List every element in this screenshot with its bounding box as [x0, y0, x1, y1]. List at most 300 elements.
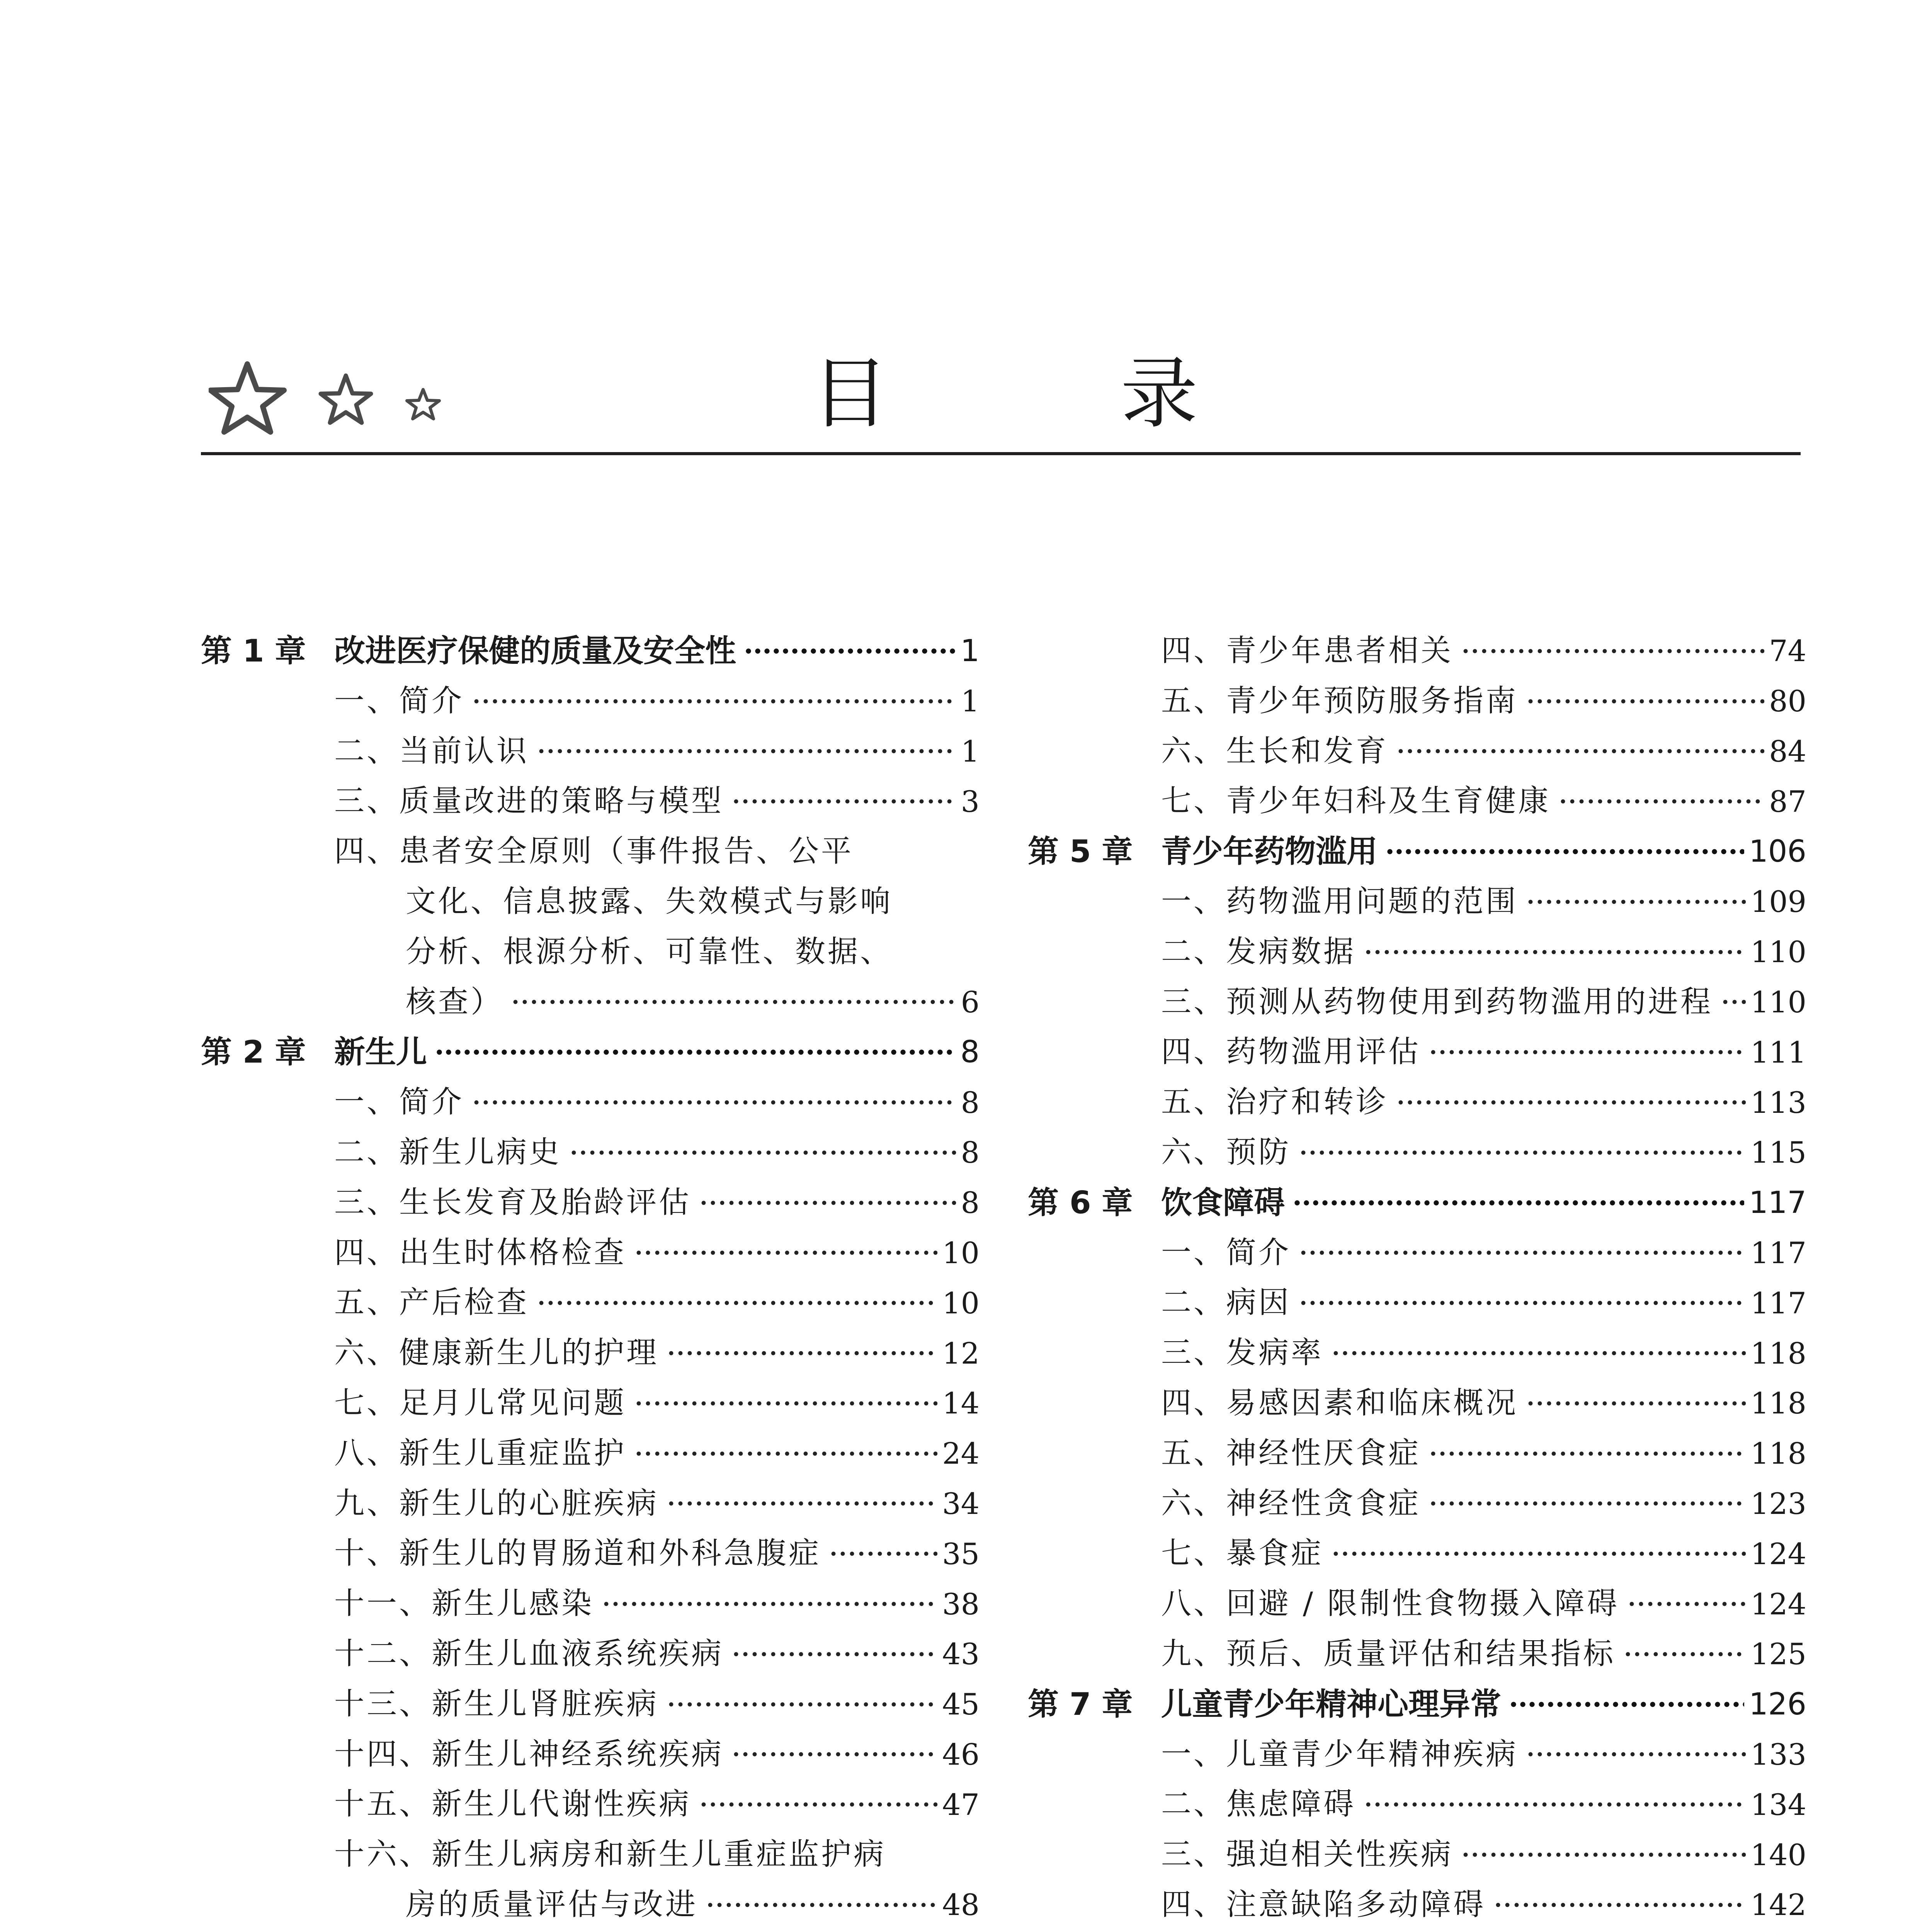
- toc-entry-title: 分析、根源分析、可靠性、数据、: [406, 934, 893, 969]
- leader-dots: [699, 1802, 937, 1807]
- page-number: 10: [942, 1286, 980, 1320]
- toc-entry-label: [406, 877, 893, 927]
- page-number: 80: [1769, 684, 1806, 719]
- leader-dots: [699, 1201, 956, 1205]
- toc-leader: [1521, 877, 1806, 927]
- toc-section-entry: [1028, 1880, 1806, 1930]
- toc-chapter-entry: [201, 1027, 980, 1077]
- toc-entry-label: [334, 676, 464, 726]
- leader-dots: [1627, 1602, 1746, 1606]
- toc-section-entry: [1028, 1077, 1806, 1128]
- leader-dots: [511, 1000, 956, 1004]
- leader-dots: [706, 1903, 937, 1907]
- toc-entry-title: 六、生长和发育: [1161, 733, 1389, 769]
- page-number: 87: [1769, 784, 1806, 819]
- toc-entry-label: [334, 827, 854, 877]
- page-number: 84: [1769, 734, 1806, 769]
- toc-leader: [739, 626, 980, 676]
- toc-entry-title: 二、病因: [1161, 1285, 1291, 1320]
- toc-section-entry: [1028, 1579, 1806, 1629]
- toc-entry-title: 三、生长发育及胎龄评估: [334, 1185, 692, 1220]
- toc-entry-label: [1161, 1228, 1291, 1278]
- leader-dots: [537, 1301, 937, 1305]
- leader-dots: [1526, 900, 1746, 904]
- star-icon-medium: [321, 376, 371, 423]
- toc-entry-title: 四、青少年患者相关: [1161, 633, 1454, 668]
- chapter-number: 第 2 章: [201, 1034, 306, 1070]
- page-number: 110: [1750, 935, 1806, 969]
- toc-entry-label: [334, 1128, 561, 1178]
- leader-dots: [1558, 799, 1764, 804]
- toc-entry-title: 改进医疗保健的质量及安全性: [334, 633, 736, 669]
- toc-entry-title: 四、易感因素和临床概况: [1161, 1385, 1519, 1420]
- page-number: 118: [1750, 1336, 1806, 1371]
- toc-leader: [662, 1328, 980, 1378]
- toc-entry-label: [334, 1429, 626, 1479]
- toc-chapter-entry: [1028, 1178, 1806, 1228]
- toc-leader: [694, 1178, 980, 1228]
- leader-dots: [1429, 1451, 1746, 1456]
- toc-section-entry: [201, 1077, 980, 1128]
- page-number: 14: [942, 1386, 980, 1421]
- toc-section-entry: [201, 1278, 980, 1328]
- toc-leader: [597, 1579, 980, 1629]
- page-number: 113: [1750, 1085, 1806, 1120]
- leader-dots: [472, 699, 956, 704]
- page-number: 8: [961, 1085, 980, 1120]
- toc-entry-title: 七、足月儿常见问题: [334, 1385, 627, 1420]
- toc-entry-label: [406, 977, 503, 1027]
- page-number: 48: [942, 1888, 980, 1922]
- page-number: 45: [942, 1687, 980, 1722]
- toc-section-entry: [201, 776, 980, 827]
- toc-entry-title: [1161, 1930, 1356, 1932]
- toc-entry-title: 饮食障碍: [1161, 1184, 1285, 1221]
- toc-entry-label: [334, 726, 529, 777]
- toc-entry-label: [1028, 1178, 1285, 1228]
- leader-dots: [1429, 1501, 1746, 1506]
- toc-section-entry: [201, 1579, 980, 1629]
- toc-section-entry: [201, 1529, 980, 1579]
- toc-section-entry: [201, 1779, 980, 1830]
- page-title-char-1: 目: [811, 349, 889, 439]
- toc-entry-label: [201, 1027, 427, 1077]
- toc-entry-title: 儿童青少年精神心理异常: [1161, 1686, 1501, 1722]
- page-number: 110: [1750, 985, 1806, 1019]
- toc-leader: [1288, 1178, 1806, 1228]
- toc-leader: [1456, 1830, 1806, 1880]
- toc-leader: [1294, 1228, 1806, 1278]
- toc-section-entry: [1028, 1027, 1806, 1077]
- leader-dots: [731, 1752, 937, 1757]
- chapter-number: 第 6 章: [1028, 1184, 1133, 1221]
- leader-dots: [602, 1602, 937, 1606]
- page-number: 117: [1750, 1286, 1806, 1320]
- toc-leader: [532, 1278, 980, 1328]
- leader-dots: [1526, 699, 1764, 704]
- toc-entry-label: [1161, 726, 1388, 777]
- toc-entry-label: [334, 1629, 724, 1679]
- toc-section-entry: [201, 1880, 980, 1930]
- toc-leader: [1424, 1429, 1806, 1479]
- toc-entry-label: [1161, 1429, 1421, 1479]
- page-number: 109: [1750, 884, 1806, 919]
- leader-dots: [1396, 749, 1764, 753]
- toc-leader: [727, 1730, 980, 1780]
- toc-entry-title: 八、新生儿重症监护: [334, 1435, 627, 1471]
- title-rule: [201, 452, 1801, 455]
- toc-leader: [506, 977, 980, 1027]
- toc-entry-title: 四、患者安全原则（事件报告、公平: [334, 834, 854, 869]
- toc-entry-title: 新生儿: [334, 1034, 427, 1070]
- toc-section-entry: [201, 927, 980, 977]
- toc-leader: [1521, 1730, 1806, 1780]
- page-number: 10: [942, 1235, 980, 1270]
- leader-dots: [472, 1100, 956, 1105]
- toc-entry-label: [334, 776, 724, 827]
- toc-entry-label: [1161, 776, 1551, 827]
- leader-dots: [1461, 1852, 1746, 1857]
- toc-section-entry: [201, 1228, 980, 1278]
- leader-dots: [1385, 849, 1744, 854]
- toc-leader: [824, 1529, 980, 1579]
- leader-dots: [435, 1049, 956, 1055]
- toc-leader: [1359, 927, 1806, 977]
- toc-leader: [1554, 776, 1806, 827]
- page-number: 8: [961, 1135, 980, 1170]
- toc-section-entry: [201, 726, 980, 777]
- toc-section-entry: [201, 977, 980, 1027]
- leader-dots: [1526, 1401, 1746, 1406]
- toc-entry-title: 一、简介: [1161, 1235, 1291, 1270]
- leader-dots: [1364, 950, 1746, 954]
- leader-dots: [1364, 1802, 1746, 1807]
- toc-entry-title: 五、产后检查: [334, 1285, 529, 1320]
- toc-section-entry: [201, 1679, 980, 1730]
- toc-entry-title: 核查）: [406, 984, 503, 1019]
- leader-dots: [569, 1150, 956, 1155]
- toc-entry-title: 五、治疗和转诊: [1161, 1085, 1389, 1120]
- toc-section-entry: [201, 1730, 980, 1780]
- toc-leader: [727, 776, 980, 827]
- toc-entry-label: [406, 1880, 698, 1930]
- page-number: 117: [1749, 1185, 1806, 1220]
- toc-leader: [1391, 1077, 1806, 1128]
- toc-leader: [1521, 1378, 1806, 1429]
- toc-section-entry: [1028, 927, 1806, 977]
- toc-leader: [1521, 676, 1806, 726]
- toc-leader: [1489, 1880, 1806, 1930]
- toc-leader: [532, 726, 980, 777]
- toc-entry-title: 五、青少年预防服务指南: [1161, 683, 1519, 718]
- toc-section-entry: [201, 1429, 980, 1479]
- page-number: 123: [1750, 1486, 1806, 1521]
- toc-leader: [1424, 1027, 1806, 1077]
- toc-entry-title: 七、暴食症: [1161, 1536, 1324, 1571]
- toc-entry-label: [1028, 1679, 1501, 1730]
- page-number: 6: [961, 985, 980, 1019]
- toc-section-entry: [1028, 1128, 1806, 1178]
- star-icon-small: [407, 389, 439, 419]
- toc-entry-label: [1161, 1930, 1356, 1932]
- toc-section-entry: [1028, 1328, 1806, 1378]
- toc-leader: [467, 676, 980, 726]
- leader-dots: [1721, 1000, 1746, 1004]
- toc-section-entry: [201, 827, 980, 877]
- toc-leader: [1359, 1930, 1806, 1932]
- toc-section-entry: [1028, 1479, 1806, 1529]
- toc-leader: [1294, 1278, 1806, 1328]
- toc-leader: [1424, 1479, 1806, 1529]
- leader-dots: [1493, 1903, 1746, 1907]
- leader-dots: [634, 1401, 937, 1406]
- toc-section-entry: [1028, 1228, 1806, 1278]
- toc-leader: [701, 1880, 980, 1930]
- page-number: 74: [1769, 634, 1806, 668]
- page-number: 35: [942, 1536, 980, 1571]
- page-number: 140: [1750, 1837, 1806, 1872]
- toc-section-entry: [1028, 1830, 1806, 1880]
- toc-entry-label: [1161, 977, 1713, 1027]
- toc-entry-title: 十、新生儿的胃肠道和外科急腹症: [334, 1536, 821, 1571]
- toc-section-entry: [201, 1128, 980, 1178]
- toc-entry-label: [1161, 1779, 1356, 1830]
- toc-leader: [1622, 1579, 1806, 1629]
- toc-section-entry: [1028, 1629, 1806, 1679]
- toc-entry-label: [1161, 927, 1356, 977]
- chapter-number: [201, 1930, 334, 1932]
- toc-entry-title: 十六、新生儿病房和新生儿重症监护病: [334, 1837, 886, 1872]
- toc-section-entry: [1028, 1930, 1806, 1932]
- toc-section-entry: [1028, 676, 1806, 726]
- toc-entry-title: 九、预后、质量评估和结果指标: [1161, 1636, 1616, 1671]
- toc-section-entry: [1028, 1779, 1806, 1830]
- toc-leader: [565, 1128, 980, 1178]
- leader-dots: [1299, 1301, 1746, 1305]
- toc-entry-title: 三、发病率: [1161, 1335, 1324, 1371]
- toc-section-entry: [201, 1479, 980, 1529]
- toc-entry-title: 二、新生儿病史: [334, 1134, 562, 1170]
- leader-dots: [1331, 1551, 1746, 1556]
- toc-entry-label: [1161, 1629, 1616, 1679]
- toc-entry-title: 青少年药物滥用: [1161, 833, 1378, 870]
- toc-section-entry: [201, 877, 980, 927]
- toc-entry-label: [1161, 1479, 1421, 1529]
- toc-section-entry: [201, 676, 980, 726]
- toc-entry-label: [1161, 1128, 1291, 1178]
- toc-entry-label: [201, 1930, 551, 1932]
- toc-entry-title: 十一、新生儿感染: [334, 1586, 594, 1621]
- page-number: 134: [1750, 1787, 1806, 1822]
- leader-dots: [1623, 1652, 1746, 1656]
- toc-entry-label: [1161, 877, 1518, 927]
- page-number: 117: [1750, 1235, 1806, 1270]
- toc-section-entry: [1028, 726, 1806, 777]
- toc-entry-label: [1161, 1579, 1619, 1629]
- toc-leader: [1504, 1679, 1806, 1730]
- leader-dots: [667, 1501, 937, 1506]
- toc-leader: [1716, 977, 1806, 1027]
- toc-entry-title: 二、当前认识: [334, 733, 529, 769]
- page-number: 124: [1750, 1587, 1806, 1621]
- page-number: 43: [942, 1637, 980, 1672]
- toc-leader: [1359, 1779, 1806, 1830]
- page-title-char-2: 录: [1120, 349, 1198, 439]
- page-number: 106: [1749, 834, 1806, 869]
- toc-entry-title: 一、儿童青少年精神疾病: [1161, 1736, 1519, 1772]
- toc-section-entry: [1028, 1429, 1806, 1479]
- star-icon-large: [211, 364, 284, 432]
- toc-entry-label: [1028, 827, 1378, 877]
- toc-entry-label: [334, 1529, 821, 1579]
- toc-entry-title: 七、青少年妇科及生育健康: [1161, 784, 1551, 819]
- toc-entry-label: [334, 1730, 724, 1780]
- toc-entry-label: [1161, 1328, 1323, 1378]
- page-number: 12: [942, 1336, 980, 1371]
- page-number: 133: [1750, 1737, 1806, 1772]
- toc-leader: [467, 1077, 980, 1128]
- toc-entry-title: 六、预防: [1161, 1134, 1291, 1170]
- toc-entry-title: 九、新生儿的心脏疾病: [334, 1486, 659, 1521]
- toc-entry-label: [334, 1579, 594, 1629]
- toc-entry-title: 一、简介: [334, 1085, 464, 1120]
- page-number: 34: [942, 1486, 980, 1521]
- leader-dots: [1429, 1050, 1746, 1054]
- toc-entry-label: [334, 1328, 659, 1378]
- toc-chapter-entry: [1028, 827, 1806, 877]
- leader-dots: [1526, 1752, 1746, 1757]
- toc-entry-label: [334, 1077, 464, 1128]
- page-number: 126: [1749, 1687, 1806, 1722]
- toc-chapter-entry: [1028, 1679, 1806, 1730]
- toc-leader: [694, 1779, 980, 1830]
- toc-section-entry: [1028, 977, 1806, 1027]
- toc-entry-title: 三、预测从药物使用到药物滥用的进程: [1161, 984, 1713, 1019]
- toc-entry-label: [334, 1178, 691, 1228]
- leader-dots: [731, 799, 956, 804]
- toc-entry-label: [334, 1779, 691, 1830]
- toc-entry-title: 一、简介: [334, 683, 464, 718]
- page-number: 24: [942, 1436, 980, 1471]
- toc-chapter-entry: [201, 1930, 980, 1932]
- toc-entry-title: 十三、新生儿肾脏疾病: [334, 1686, 659, 1721]
- toc-leader: [1327, 1529, 1806, 1579]
- toc-entry-label: [1161, 1077, 1388, 1128]
- page-number: 115: [1750, 1135, 1806, 1170]
- chapter-number: 第 7 章: [1028, 1686, 1133, 1722]
- leader-dots: [1331, 1351, 1746, 1355]
- toc-entry-title: 二、发病数据: [1161, 934, 1356, 969]
- page-number: 1: [960, 633, 980, 668]
- toc-entry-title: 十五、新生儿代谢性疾病: [334, 1787, 692, 1822]
- toc-entry-label: [334, 1378, 626, 1429]
- toc-entry-label: [406, 927, 893, 977]
- toc-entry-title: 四、注意缺陷多动障碍: [1161, 1887, 1486, 1922]
- page-number: 118: [1750, 1386, 1806, 1421]
- leader-dots: [1299, 1150, 1746, 1155]
- toc-section-entry: [201, 1328, 980, 1378]
- toc-leader: [1391, 726, 1806, 777]
- toc-entry-label: [334, 1679, 659, 1730]
- toc-entry-title: 房的质量评估与改进: [406, 1887, 698, 1922]
- toc-entry-label: [1161, 1730, 1518, 1780]
- toc-chapter-entry: [201, 626, 980, 676]
- toc-entry-title: 四、出生时体格检查: [334, 1235, 627, 1270]
- decorative-stars: [209, 359, 456, 437]
- toc-entry-label: [1161, 1027, 1421, 1077]
- leader-dots: [634, 1451, 937, 1456]
- leader-dots: [1299, 1250, 1746, 1255]
- toc-leader: [430, 1027, 980, 1077]
- toc-leader: [629, 1378, 980, 1429]
- toc-entry-title: 六、神经性贪食症: [1161, 1486, 1421, 1521]
- leader-dots: [1396, 1100, 1746, 1105]
- toc-section-entry: [201, 1378, 980, 1429]
- toc-section-entry: [1028, 1378, 1806, 1429]
- toc-section-entry: [1028, 776, 1806, 827]
- page-number: 118: [1750, 1436, 1806, 1471]
- toc-entry-label: [201, 626, 736, 676]
- leader-dots: [744, 648, 956, 654]
- page-number: 1: [961, 684, 980, 719]
- toc-entry-title: 十二、新生儿血液系统疾病: [334, 1636, 724, 1671]
- toc-entry-title: 十四、新生儿神经系统疾病: [334, 1736, 724, 1772]
- toc-entry-title: 文化、信息披露、失效模式与影响: [406, 884, 893, 919]
- toc-entry-label: [334, 1479, 659, 1529]
- toc-leader: [1294, 1128, 1806, 1178]
- leader-dots: [1293, 1200, 1744, 1206]
- toc-leader: [662, 1679, 980, 1730]
- toc-entry-label: [1161, 1378, 1518, 1429]
- toc-leader: [1619, 1629, 1806, 1679]
- page-number: 111: [1750, 1035, 1806, 1070]
- toc-entry-title: 五、神经性厌食症: [1161, 1435, 1421, 1471]
- toc-section-entry: [201, 1178, 980, 1228]
- toc-leader: [727, 1629, 980, 1679]
- leader-dots: [667, 1702, 937, 1707]
- toc-leader: [1381, 827, 1806, 877]
- leader-dots: [667, 1351, 937, 1355]
- toc-section-entry: [1028, 877, 1806, 927]
- leader-dots: [731, 1652, 937, 1656]
- toc-section-entry: [1028, 626, 1806, 676]
- toc-entry-title: 八、回避 / 限制性食物摄入障碍: [1161, 1586, 1619, 1621]
- toc-entry-label: [1161, 1830, 1453, 1880]
- toc-section-entry: [1028, 1529, 1806, 1579]
- toc-entry-title: 六、健康新生儿的护理: [334, 1335, 659, 1371]
- toc-entry-label: [1161, 676, 1518, 726]
- toc-entry-label: [1161, 626, 1453, 676]
- page-number: 38: [942, 1587, 980, 1621]
- toc-entry-label: [334, 1830, 886, 1880]
- leader-dots: [1509, 1702, 1744, 1707]
- page-number: 47: [942, 1787, 980, 1822]
- toc-leader: [554, 1930, 980, 1932]
- toc-entry-label: [1161, 1529, 1323, 1579]
- toc-column-left: [201, 626, 980, 1932]
- toc-entry-title: 三、质量改进的策略与模型: [334, 784, 724, 819]
- page-number: 8: [960, 1035, 980, 1070]
- toc-leader: [1456, 626, 1806, 676]
- toc-entry-label: [334, 1228, 626, 1278]
- toc-section-entry: [1028, 1278, 1806, 1328]
- leader-dots: [829, 1551, 937, 1556]
- toc-entry-label: [1161, 1880, 1486, 1930]
- toc-leader: [629, 1228, 980, 1278]
- toc-column-right: [1028, 626, 1806, 1932]
- leader-dots: [537, 749, 956, 753]
- page-number: 1: [961, 734, 980, 769]
